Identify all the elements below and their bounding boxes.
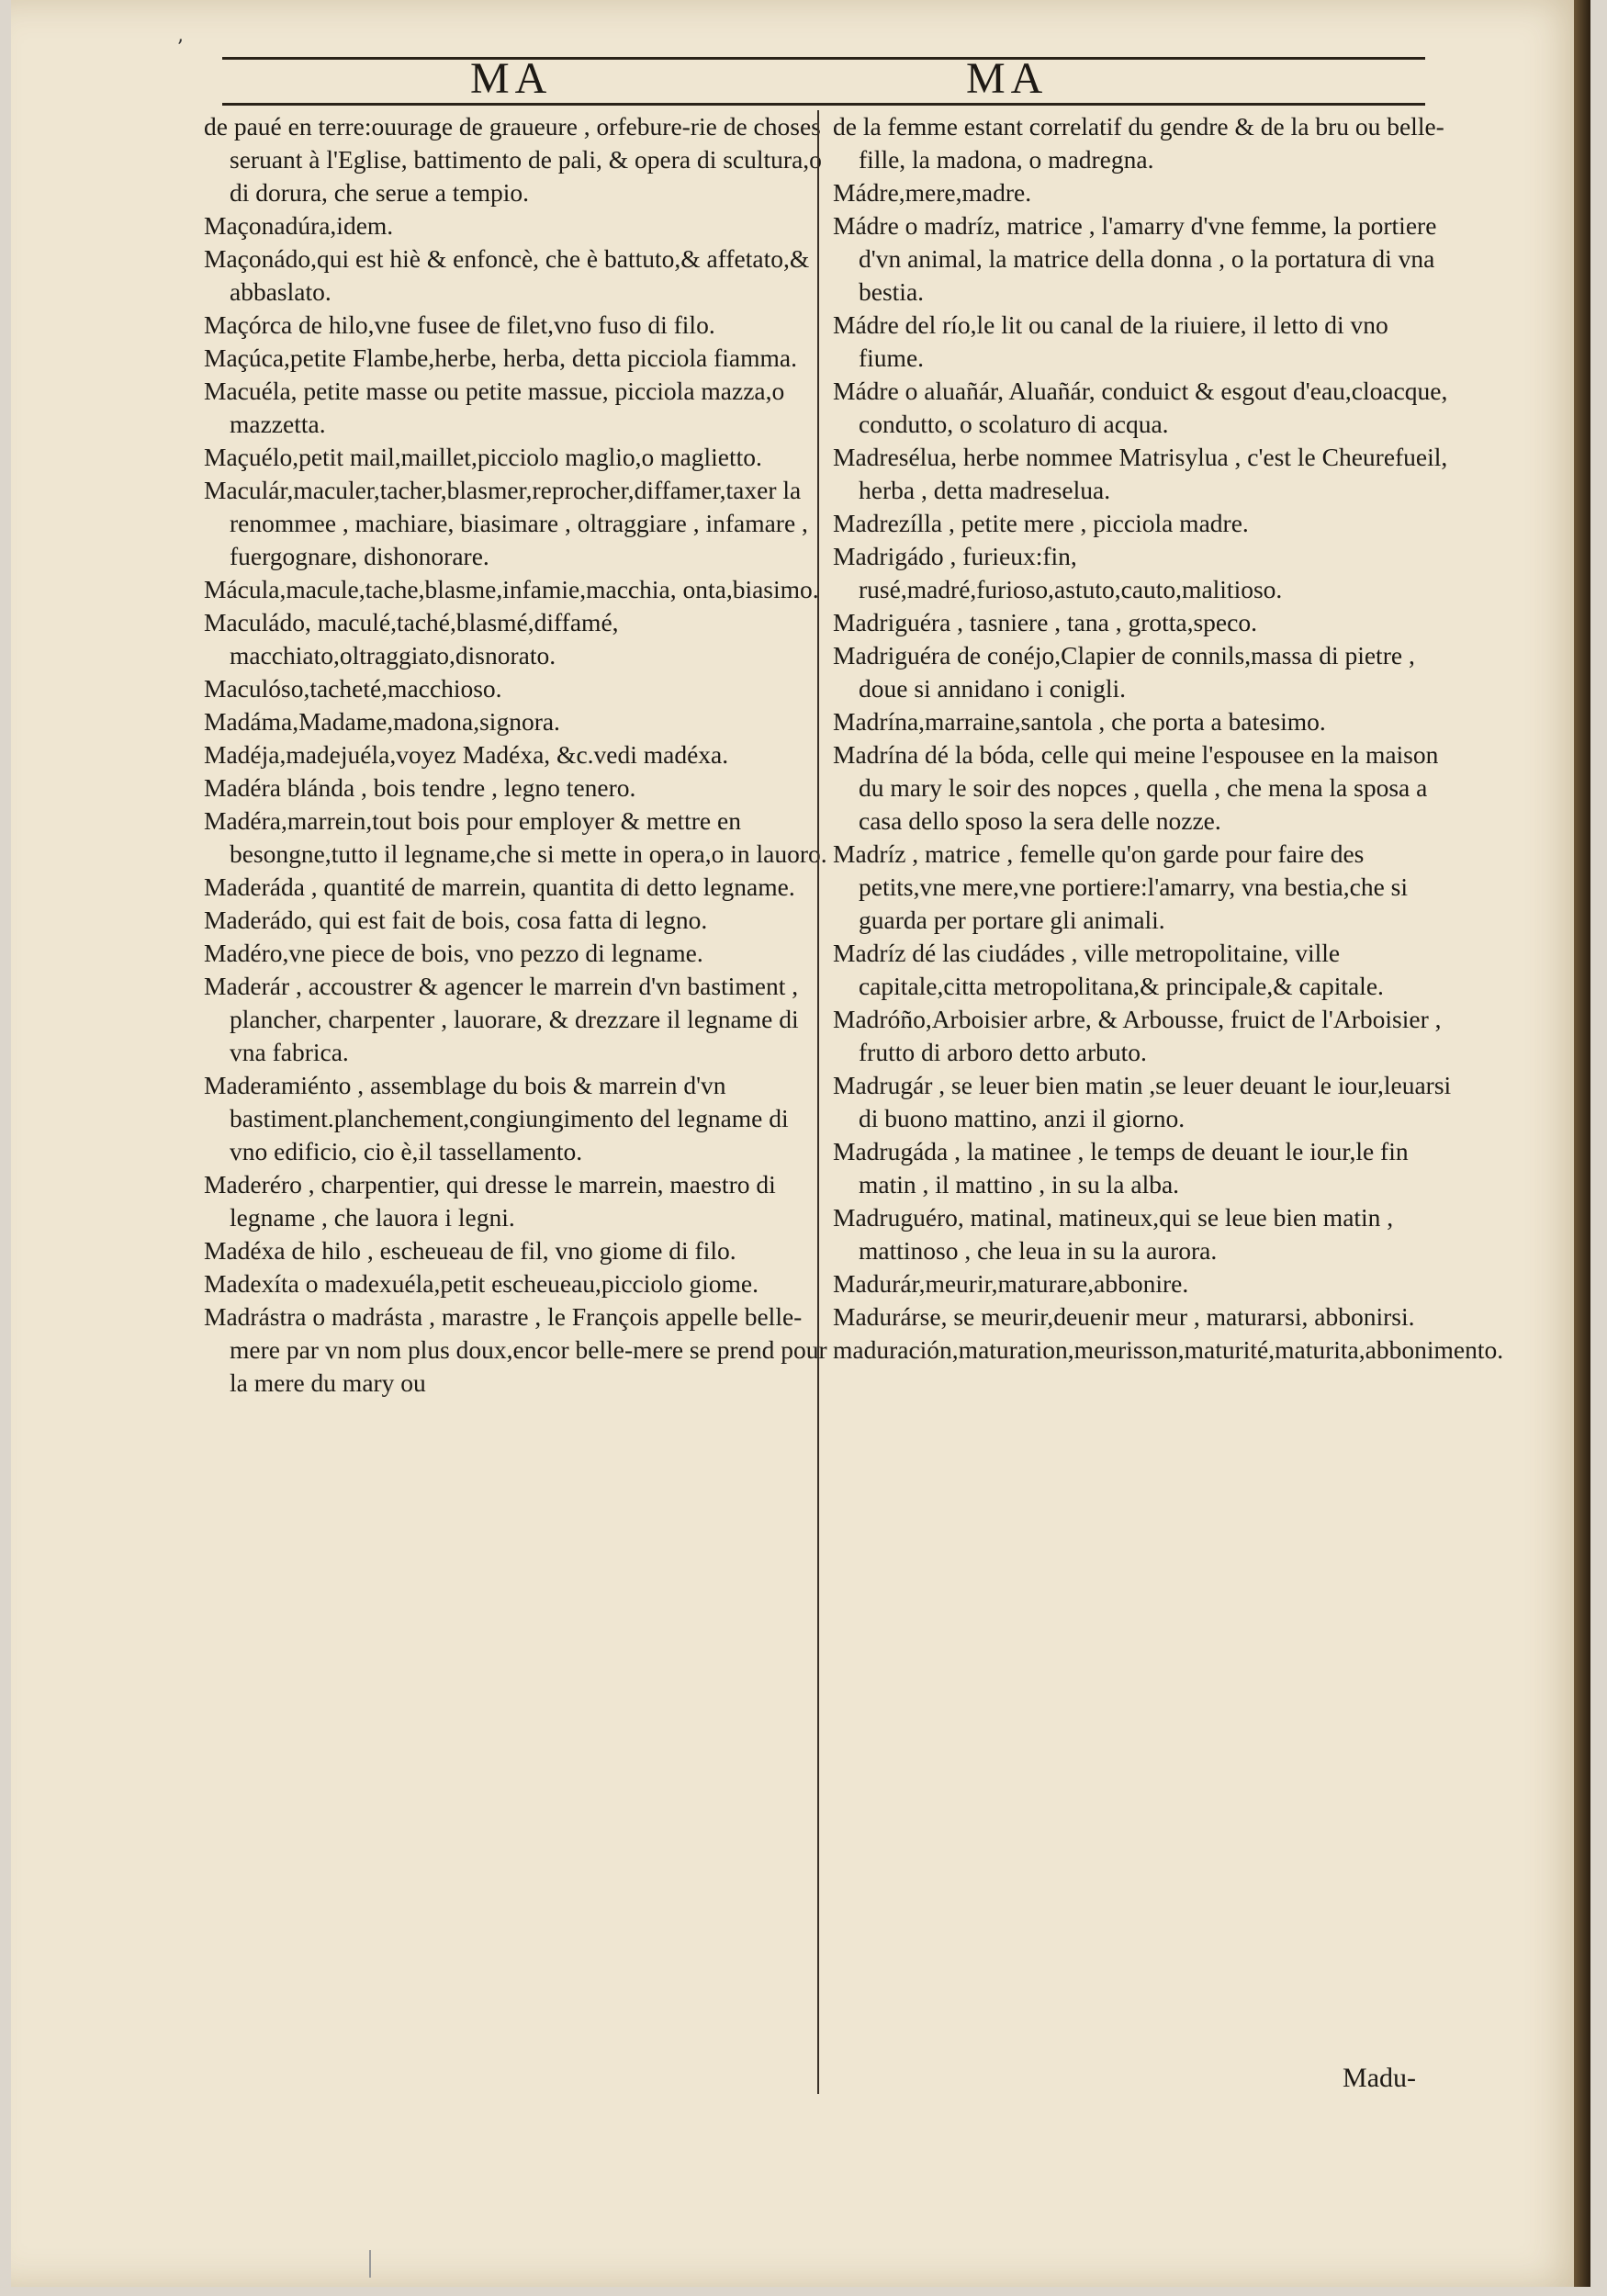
dictionary-entry: Madrezílla , petite mere , picciola madre. [833,509,1249,537]
running-head-right: MA [966,54,1049,103]
column-divider [817,110,819,2094]
header-rule-bottom [222,103,1425,106]
dictionary-entry: Madriguéra , tasniere , tana , grotta,speco. [833,608,1257,636]
foot-mark [369,2250,371,2278]
dictionary-entry: Madríz , matrice , femelle qu'on garde pour faire des petits,vne mere,vne portiere:l'amarry, vna bestia,che si guarda per portare gli animali. [833,839,1409,934]
dictionary-entry: Madexíta o madexuéla,petit escheueau,picciolo giome. [204,1269,759,1298]
dictionary-entry: Madriguéra de conéjo,Clapier de connils,massa di pietre , doue si annidano i conigli. [833,641,1415,703]
dictionary-entry: Madrína dé la bóda, celle qui meine l'espousee en la maison du mary le soir des nopces , quella , che mena la sposa a casa dello sposo la sera delle nozze. [833,740,1439,835]
dictionary-entry: Macuéla, petite masse ou petite massue, picciola mazza,o mazzetta. [204,377,785,438]
dictionary-entry: Madrína,marraine,santola , che porta a batesimo. [833,707,1326,736]
dictionary-entry: Mádre,mere,madre. [833,178,1032,207]
dictionary-entry: Maderáda , quantité de marrein, quantita di detto legname. [204,872,795,901]
dictionary-entry: Maculár,maculer,tacher,blasmer,reprocher,diffamer,taxer la renommee , machiare, biasimare , oltraggiare , infamare , fuergognare, dishonorare. [204,476,808,570]
dictionary-entry: Madrugáda , la matinee , le temps de deuant le iour,le fin matin , il mattino , in su la alba. [833,1137,1409,1199]
book-spine [1574,0,1590,2287]
dictionary-entry: Maçórca de hilo,vne fusee de filet,vno fuso di filo. [204,310,715,339]
dictionary-entry: Madéra,marrein,tout bois pour employer & mettre en besongne,tutto il legname,che si mette in opera,o in lauoro. [204,806,827,868]
dictionary-entry: de paué en terre:ouurage de graueure , orfebure-rie de choses seruant à l'Eglise, battimento de pali, & opera di scultura,o di dorura, che serue a tempio. [204,112,822,207]
dictionary-entry: Madurárse, se meurir,deuenir meur , maturarsi, abbonirsi. [833,1302,1415,1331]
dictionary-entry: Maçuélo,petit mail,maillet,picciolo maglio,o maglietto. [204,443,762,471]
dictionary-entry: Mádre del río,le lit ou canal de la riuiere, il letto di vno fiume. [833,310,1388,372]
dictionary-entry: Madéra blánda , bois tendre , legno tenero. [204,773,636,802]
dictionary-entry: Maçúca,petite Flambe,herbe, herba, detta picciola fiamma. [204,343,797,372]
dictionary-entry: Madreséluа, herbe nommee Matrisylua , c'est le Cheurefueil, herba , detta madreselua. [833,443,1448,504]
book-page [11,0,1590,2287]
dictionary-entry: Madéja,madejuéla,voyez Madéxa, &c.vedi madéxa. [204,740,729,769]
dictionary-entry: Mácula,macule,tache,blasme,infamie,macchia, onta,biasimo. [204,575,819,603]
dictionary-entry: Maderamiénto , assemblage du bois & marrein d'vn bastiment.planchement,congiungimento del legname di vno edificio, cio è,il tassellamento. [204,1071,789,1165]
dictionary-entry: Maculóso,tacheté,macchioso. [204,674,502,703]
dictionary-entry: Madrigádo , furieux:fin, rusé,madré,furioso,astuto,cauto,malitioso. [833,542,1283,603]
dictionary-entry: Madéxa de hilo , escheueau de fil, vno giome di filo. [204,1236,736,1265]
dictionary-entry: Madríz dé las ciudádes , ville metropolitaine, ville capitale,citta metropolitana,& principale,& capitale. [833,939,1384,1000]
dictionary-entry: Madrugár , se leuer bien matin ,se leuer deuant le iour,leuarsi di buono mattino, anzi il giorno. [833,1071,1452,1132]
dictionary-entry: Madrástra o madrásta , marastre , le François appelle belle-mere par vn nom plus doux,encor belle-mere se prend pour la mere du mary ou [204,1302,827,1397]
dictionary-entry: Maçonádo,qui est hiè & enfoncè, che è battuto,& affetato,& abbaslato. [204,244,810,306]
dictionary-entry: de la femme estant correlatif du gendre & de la bru ou belle-fille, la madona, o madregna. [833,112,1444,174]
catchword: Madu- [1343,2063,1416,2093]
dictionary-entry: Maderéro , charpentier, qui dresse le marrein, maestro di legname , che lauora i legni. [204,1170,776,1232]
dictionary-entry: Mádre o madríz, matrice , l'amarry d'vne femme, la portiere d'vn animal, la matrice della donna , o la portatura di vna bestia. [833,211,1437,306]
corner-mark: ʼ [176,37,183,60]
dictionary-entry: Maderár , accoustrer & agencer le marrein d'vn bastiment , plancher, charpenter , lauorare, & drezzare il legname di vna fabrica. [204,972,799,1066]
dictionary-entry: Maculádo, maculé,taché,blasmé,diffamé, macchiato,oltraggiato,disnorato. [204,608,619,670]
dictionary-entry: Madruguéro, matinal, matineux,qui se leue bien matin , mattinoso , che leua in su la aurora. [833,1203,1394,1265]
dictionary-entry: Madurár,meurir,maturare,abbonire. [833,1269,1189,1298]
left-column [204,110,828,1400]
dictionary-entry: Maderádo, qui est fait de bois, cosa fatta di legno. [204,906,708,934]
dictionary-entry: Maçonadúra,idem. [204,211,394,240]
dictionary-entry: maduración,maturation,meurisson,maturité,maturita,abbonimento. [833,1335,1504,1364]
dictionary-entry: Madáma,Madame,madona,signora. [204,707,560,736]
dictionary-entry: Mádre o aluañár, Aluañár, conduict & esgout d'eau,cloacque, condutto, o scolaturo di acqua. [833,377,1448,438]
dictionary-entry: Madéro,vne piece de bois, vno pezzo di legname. [204,939,703,967]
header-rule-top [222,57,1425,60]
running-head-left: MA [470,54,553,103]
dictionary-entry: Madróño,Arboisier arbre, & Arbousse, fruict de l'Arboisier , frutto di arboro detto arbuto. [833,1005,1442,1066]
right-column [833,110,1504,1367]
